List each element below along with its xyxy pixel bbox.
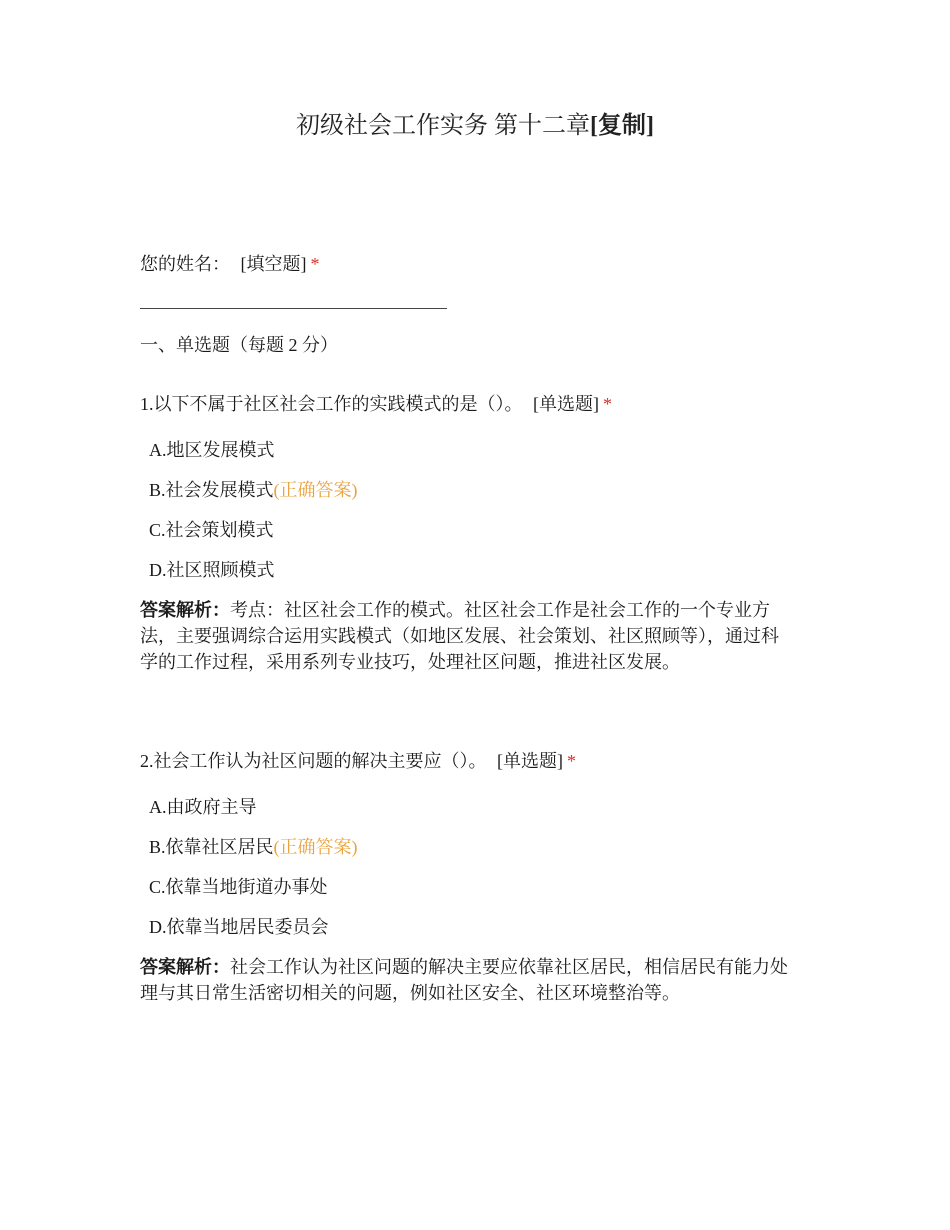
required-mark: * bbox=[603, 394, 612, 414]
question-text: 1.以下不属于社区社会工作的实践模式的是（）。 bbox=[140, 394, 523, 414]
option-1c[interactable] bbox=[149, 518, 274, 542]
analysis-line: 理与其日常生活密切相关的问题，例如社区安全、社区环境整治等。 bbox=[140, 983, 680, 1003]
question-text: 2.社会工作认为社区问题的解决主要应（）。 bbox=[140, 751, 487, 771]
analysis-line: 社会工作认为社区问题的解决主要应依靠社区居民，相信居民有能力处 bbox=[230, 957, 788, 977]
option-1a[interactable] bbox=[149, 438, 275, 462]
option-2b[interactable] bbox=[149, 835, 358, 859]
title-main: 初级社会工作实务 第十二章 bbox=[296, 113, 590, 139]
option-2a[interactable] bbox=[149, 795, 257, 819]
name-label: 您的姓名： bbox=[140, 254, 230, 274]
answer-analysis-2 bbox=[140, 954, 820, 1006]
question-type-tag: [单选题] bbox=[497, 751, 563, 771]
name-question bbox=[140, 252, 820, 276]
option-label: C.依靠当地街道办事处 bbox=[149, 877, 328, 897]
name-input-line[interactable] bbox=[140, 308, 447, 309]
option-label: D.社区照顾模式 bbox=[149, 560, 275, 580]
option-2d[interactable] bbox=[149, 915, 329, 939]
analysis-label: 答案解析： bbox=[140, 957, 230, 977]
analysis-line: 考点：社区社会工作的模式。社区社会工作是社会工作的一个专业方 bbox=[230, 600, 770, 620]
analysis-line: 学的工作过程，采用系列专业技巧，处理社区问题，推进社区发展。 bbox=[140, 652, 680, 672]
name-type-tag: [填空题] bbox=[240, 254, 307, 274]
option-label: D.依靠当地居民委员会 bbox=[149, 917, 329, 937]
question-1 bbox=[140, 392, 820, 416]
analysis-label: 答案解析： bbox=[140, 600, 230, 620]
title-suffix: [复制] bbox=[590, 113, 654, 139]
option-label: B.依靠社区居民 bbox=[149, 837, 274, 857]
section-heading: 一、单选题（每题 2 分） bbox=[140, 335, 338, 355]
option-label: B.社会发展模式 bbox=[149, 480, 274, 500]
analysis-line: 法，主要强调综合运用实践模式（如地区发展、社会策划、社区照顾等），通过科 bbox=[140, 626, 779, 646]
required-mark: * bbox=[310, 254, 320, 274]
correct-answer-tag: (正确答案) bbox=[273, 480, 358, 500]
correct-answer-tag: (正确答案) bbox=[273, 837, 358, 857]
option-2c[interactable] bbox=[149, 875, 328, 899]
option-1d[interactable] bbox=[149, 558, 275, 582]
question-2 bbox=[140, 749, 820, 773]
question-type-tag: [单选题] bbox=[533, 394, 599, 414]
required-mark: * bbox=[567, 751, 576, 771]
option-label: C.社会策划模式 bbox=[149, 520, 274, 540]
answer-analysis-1 bbox=[140, 597, 820, 675]
option-label: A.由政府主导 bbox=[149, 797, 257, 817]
option-label: A.地区发展模式 bbox=[149, 440, 275, 460]
option-1b[interactable] bbox=[149, 478, 358, 502]
page-title bbox=[0, 110, 950, 142]
